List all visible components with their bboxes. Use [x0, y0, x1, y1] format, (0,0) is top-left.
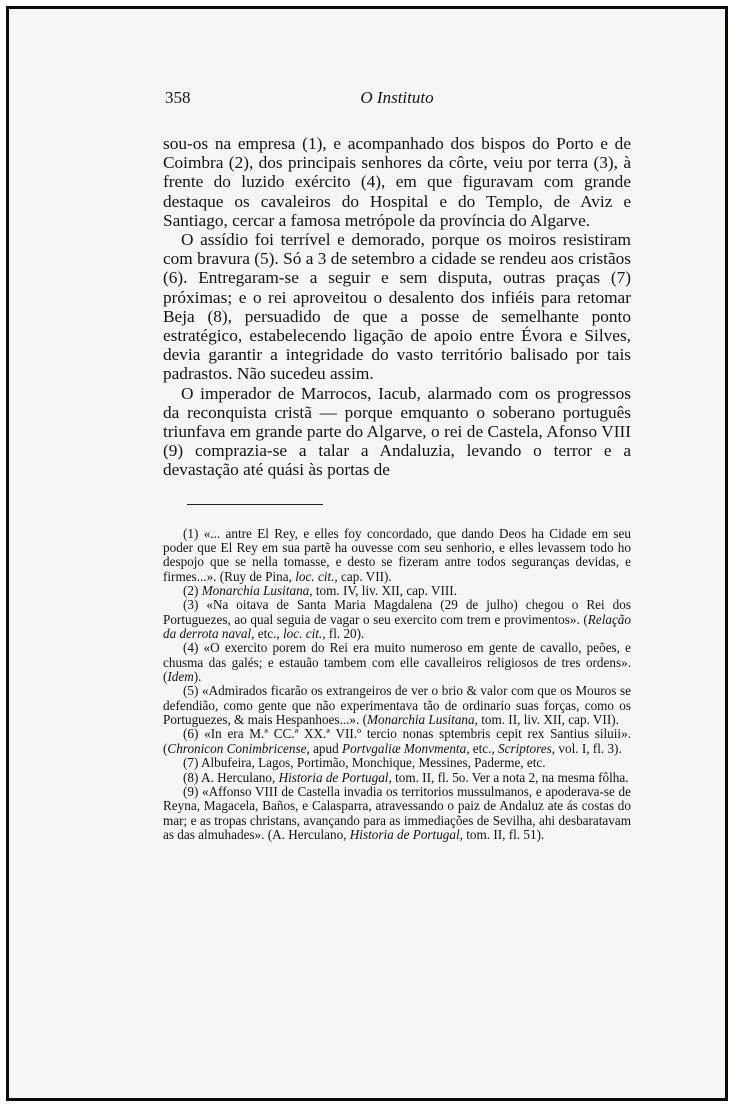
footnote-9: (9) «Affonso VIII de Castella invadia os territorios mussulmanos, e apoderava-se de Reyna, Magacela, Baños, e Calasparra, atravessando o paiz de Andaluz ate ás costas do mar; e as tropas christans, avançando para as immediações de Sevilha, ahi desbaratavam as das almuhades». (A. Herculano, Historia de Portugal, tom. II, fl. 51).: [163, 783, 631, 842]
footnote-8: (8) A. Herculano, Historia de Portugal, tom. II, fl. 5o. Ver a nota 2, na mesma fôlha.: [183, 769, 629, 785]
footnote-7: (7) Albufeira, Lagos, Portimão, Monchique, Messines, Paderme, etc.: [183, 755, 546, 771]
footnote-1: (1) «... antre El Rey, e elles foy concordado, que dando Deos ha Cidade em seu poder que El Rey em sua partẽ ha ouvesse com seu senhorio, e elles levassem todo ho despojo que se nella tomasse, e desto se fizeram antre todos seguranças devidas, e firmes...». (Ruy de Pina, loc. cit., cap. VII).: [163, 525, 631, 584]
document-page: [163, 88, 631, 842]
footnote-2: (2) Monarchia Lusitana, tom. IV, liv. XII, cap. VIII.: [183, 583, 458, 599]
footnotes: [163, 527, 631, 843]
paragraph: O imperador de Marrocos, Iacub, alarmado com os progressos da reconquista cristã — porque emquanto o soberano português triunfava em grande parte do Algarve, o rei de Castela, Afonso VIII (9) comprazia-se a talar a Andaluzia, levando o terror e a devastação até quási às portas de: [163, 383, 631, 480]
page-number: 358: [165, 88, 191, 107]
footnote-6: (6) «In era M.ª CC.ª XX.ª VII.º tercio nonas sptembris cepit rex Santius siluii». (Chronicon Conimbricense, apud Portvgaliæ Monvmenta, etc., Scriptores, vol. I, fl. 3).: [163, 726, 631, 756]
paragraph: O assídio foi terrível e demorado, porque os moiros resistiram com bravura (5). Só a 3 de setembro a cidade se rendeu aos cristãos (6). Entregaram-se a seguir e sem disputa, outras praças (7) próximas; e o rei aproveitou o desalento dos infiéis para retomar Beja (8), persuadido de que a posse de semelhante ponto estratégico, estabelecendo ligação de apoio entre Évora e Silves, devia garantir a integridade do vasto território balisado por tais padrastos. Não sucedeu assim.: [163, 230, 631, 384]
main-text: [163, 134, 631, 480]
running-title: O Instituto: [360, 88, 434, 107]
footnote-4: (4) «O exercito porem do Rei era muito numeroso em gente de cavallo, peões, e chusma das galés; e estauão tambem com elle cavalleiros religiosos de tres ordens». (Idem).: [163, 640, 631, 685]
footnote-5: (5) «Admirados ficarão os extrangeiros de ver o brio & valor com que os Mouros se defendião, como gente que não experimentava tão de ordinario suas forças, como os Portuguezes, & mais Hespanhoes...». (Monarchia Lusitana, tom. II, liv. XII, cap. VII).: [163, 683, 631, 728]
running-head: [163, 88, 631, 114]
footnote-3: (3) «Na oitava de Santa Maria Magdalena (29 de julho) chegou o Rei dos Portuguezes, ao qual seguia de vagar o seu exercito com trem e provimentos». (Relação da derrota naval, etc., loc. cit., fl. 20).: [163, 597, 631, 642]
footnote-divider: [187, 504, 323, 505]
paragraph: sou-os na empresa (1), e acompanhado dos bispos do Porto e de Coimbra (2), dos principais senhores da côrte, veiu por terra (3), à frente do luzido exército (4), em que figuravam com grande destaque os cavaleiros do Hospital e do Templo, de Aviz e Santiago, cercar a famosa metrópole da província do Algarve.: [163, 134, 631, 230]
